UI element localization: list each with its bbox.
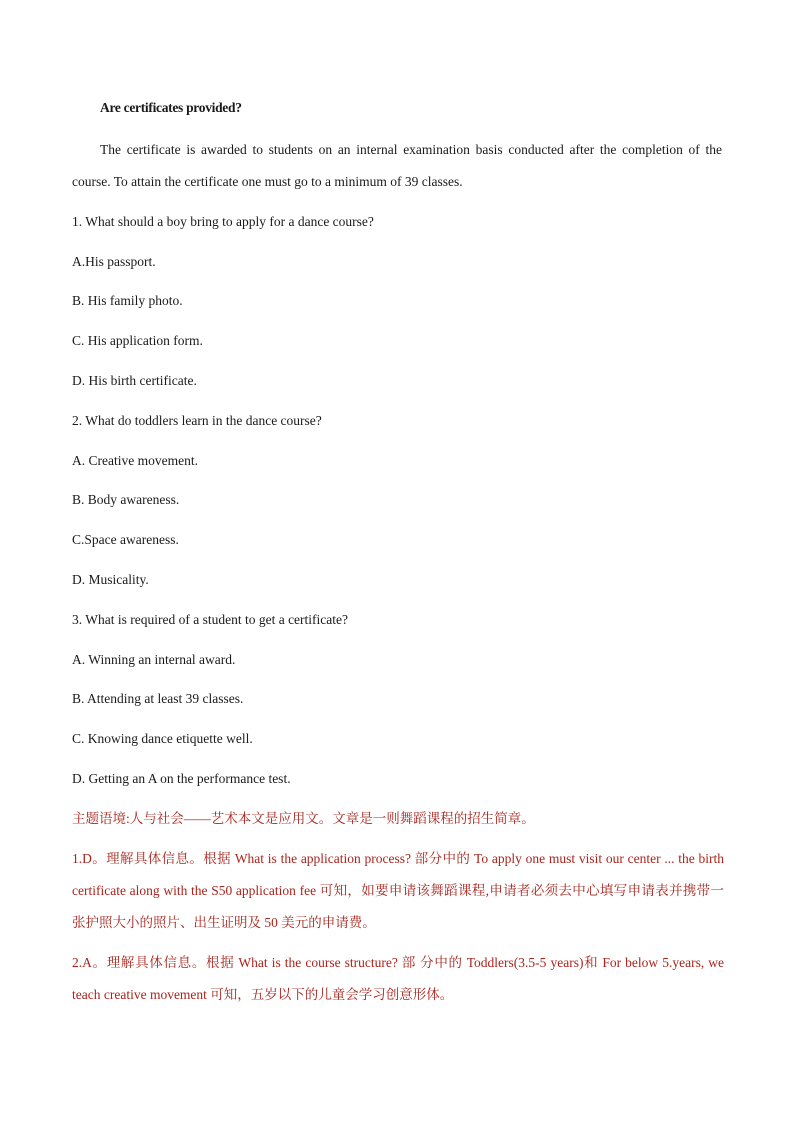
question-1-stem: 1. What should a boy bring to apply for a dance course? (72, 214, 374, 229)
question-3-stem: 3. What is required of a student to get a certificate? (72, 612, 349, 627)
question-1-option-c: C. His application form. (72, 333, 203, 348)
question-2-option-d: D. Musicality. (72, 572, 149, 587)
analysis-answer-2: 2.A。理解具体信息。根据 What is the course structure? 部 分中的 Toddlers(3.5-5 years)和 For below 5.years, we teach creative movement 可知，五岁以下的儿童会学习创意形体。 (72, 955, 724, 1002)
section-paragraph: The certificate is awarded to students on an internal examination basis conducted after the completion of the course. To attain the certificate one must go to a minimum of 39 classes. (72, 142, 722, 189)
analysis-answer-1: 1.D。理解具体信息。根据 What is the application process? 部分中的 To apply one must visit our center ... the birth certificate along with the S50 application fee 可知，如要申请该舞蹈课程,申请者必须去中心填写申请表并携带一张护照大小的照片、出生证明及 50 美元的申请费。 (72, 851, 724, 930)
question-1-option-d: D. His birth certificate. (72, 373, 197, 388)
question-3-option-b: B. Attending at least 39 classes. (72, 691, 244, 706)
analysis-topic: 主题语境:人与社会——艺术本文是应用文。文章是一则舞蹈课程的招生简章。 (72, 811, 535, 826)
question-2-option-c: C.Space awareness. (72, 532, 179, 547)
question-3-option-a: A. Winning an internal award. (72, 652, 236, 667)
question-2-stem: 2. What do toddlers learn in the dance course? (72, 413, 322, 428)
question-1-option-a: A.His passport. (72, 254, 156, 269)
question-2-option-b: B. Body awareness. (72, 492, 180, 507)
question-2-option-a: A. Creative movement. (72, 453, 198, 468)
section-heading: Are certificates provided? (100, 100, 242, 115)
question-3-option-c: C. Knowing dance etiquette well. (72, 731, 253, 746)
question-1-option-b: B. His family photo. (72, 293, 183, 308)
question-3-option-d: D. Getting an A on the performance test. (72, 771, 291, 786)
